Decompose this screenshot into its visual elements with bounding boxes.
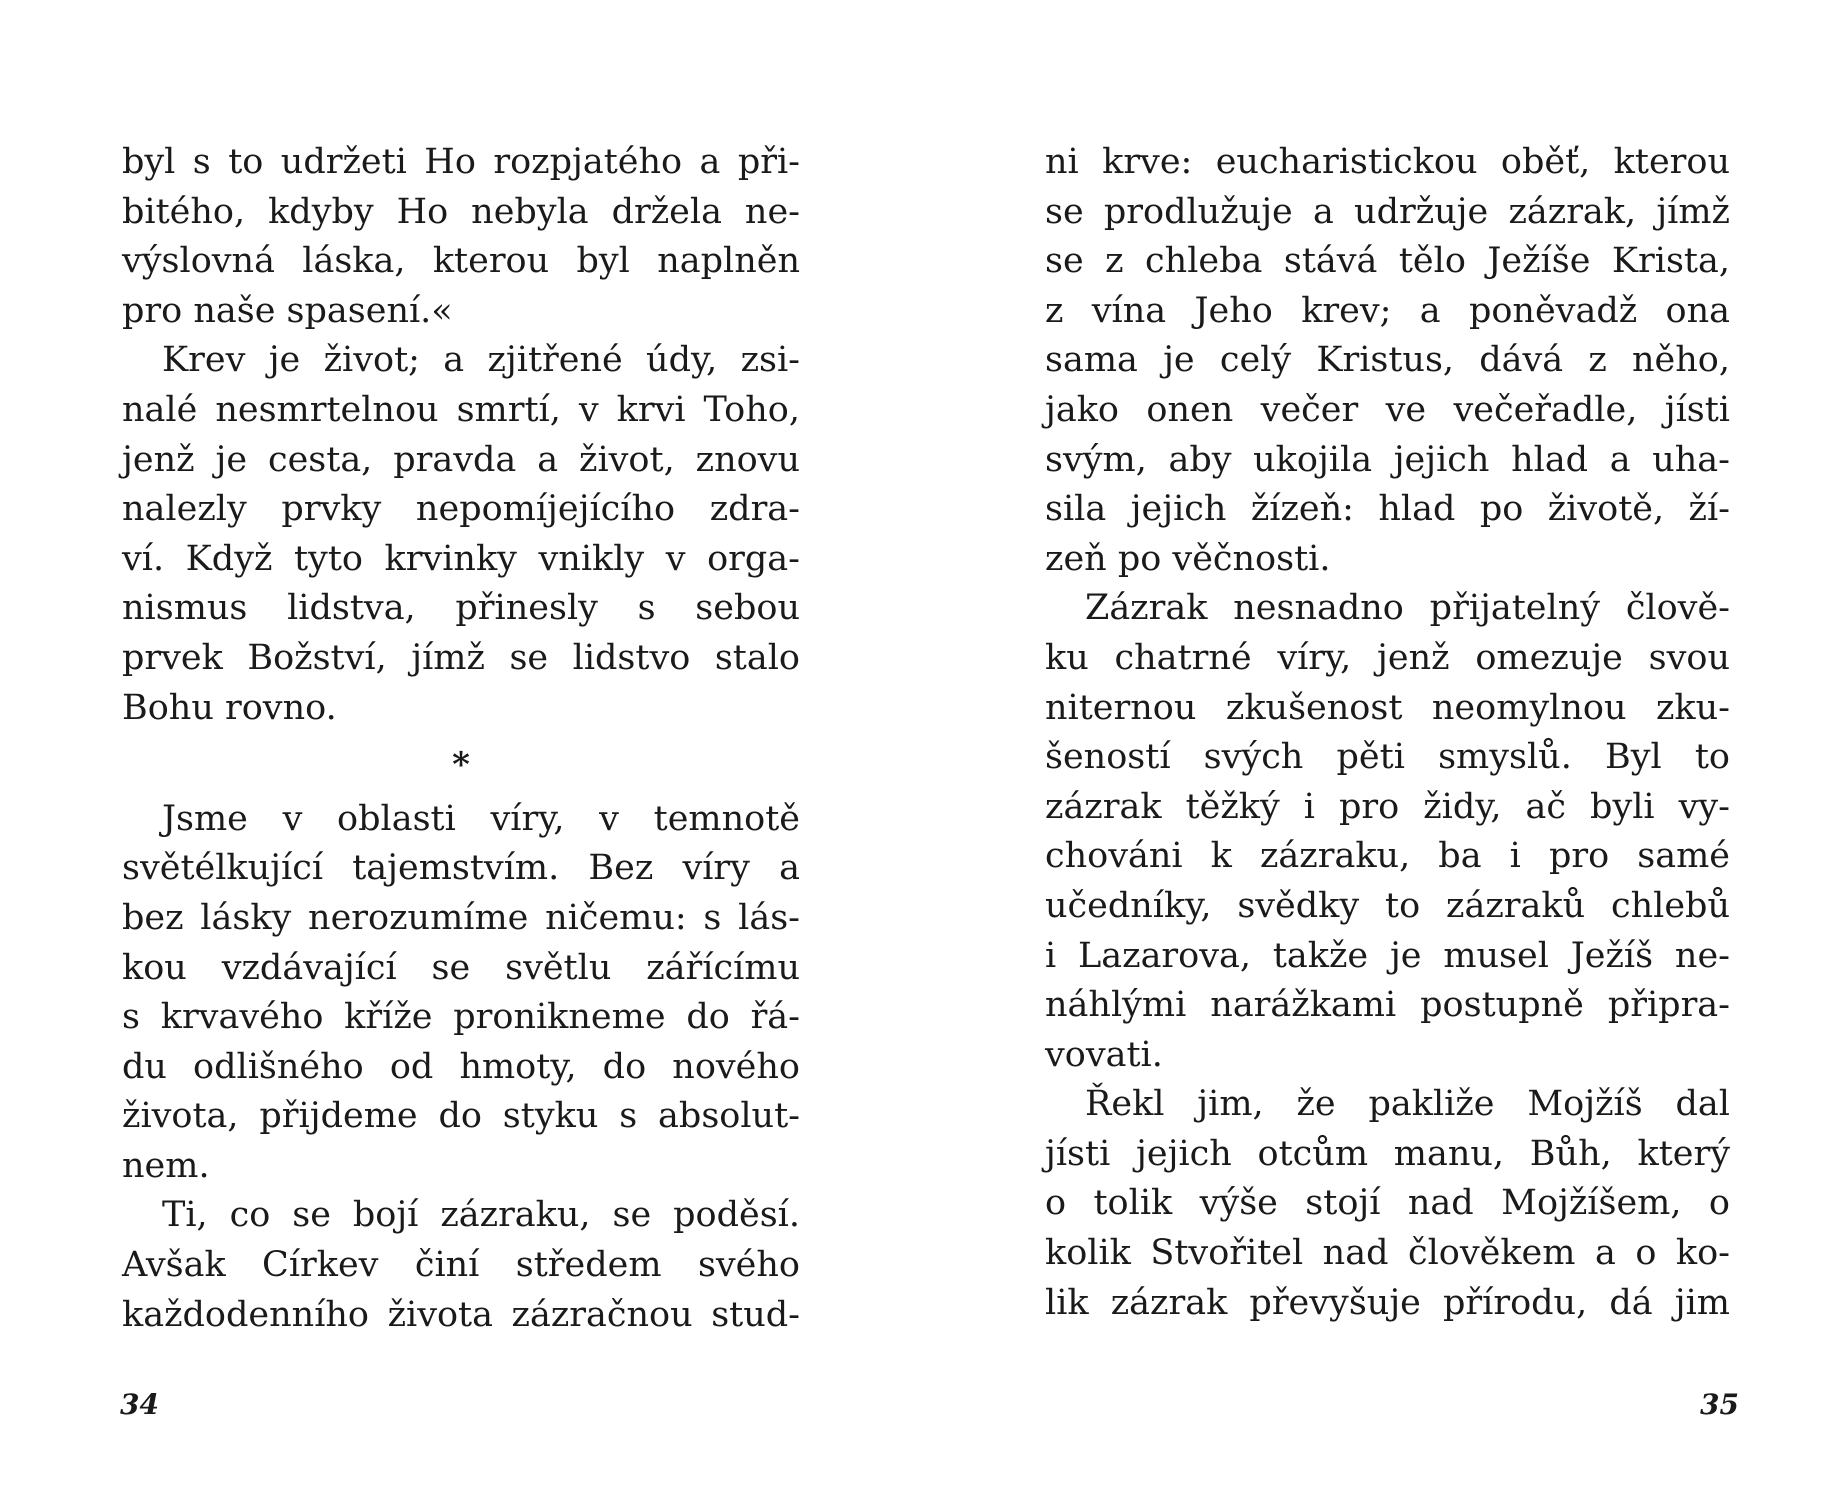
text-line: i Lazarova, takže je musel Ježíš ne- bbox=[1045, 935, 1730, 976]
left-page-text bbox=[122, 138, 800, 1340]
text-line: du odlišného od hmoty, do nového bbox=[122, 1046, 800, 1087]
text-line: každodenního života zázračnou stud- bbox=[122, 1294, 800, 1335]
page-number: 35 bbox=[1700, 1388, 1739, 1421]
text-line: z vína Jeho krev; a poněvadž ona bbox=[1045, 290, 1730, 331]
section-separator-asterisk: * bbox=[452, 745, 470, 786]
text-line: nem. bbox=[122, 1145, 210, 1186]
text-line: se z chleba stává tělo Ježíše Krista, bbox=[1045, 241, 1730, 282]
text-line: náhlými narážkami postupně připra- bbox=[1045, 985, 1730, 1026]
text-line: výslovná láska, kterou byl naplněn bbox=[122, 241, 800, 282]
right-page bbox=[914, 0, 1828, 1501]
text-line: sama je celý Kristus, dává z něho, bbox=[1045, 340, 1730, 381]
text-line: jísti jejich otcům manu, Bůh, který bbox=[1045, 1133, 1730, 1174]
text-line: nismus lidstva, přinesly s sebou bbox=[122, 588, 800, 629]
text-line: pro naše spasení.« bbox=[122, 290, 453, 331]
text-line: sila jejich žízeň: hlad po životě, ží- bbox=[1045, 489, 1730, 530]
text-line: jenž je cesta, pravda a život, znovu bbox=[122, 439, 800, 480]
text-line: zázrak těžký i pro židy, ač byli vy- bbox=[1045, 786, 1730, 827]
text-line: se prodlužuje a udržuje zázrak, jímž bbox=[1045, 191, 1730, 232]
text-line: šeností svých pěti smyslů. Byl to bbox=[1045, 737, 1730, 778]
text-line: zeň po věčnosti. bbox=[1045, 538, 1331, 579]
text-line: Bohu rovno. bbox=[122, 687, 337, 728]
text-line: s krvavého kříže pronikneme do řá- bbox=[122, 997, 800, 1038]
paragraph-start-line: Zázrak nesnadno přijatelný člově- bbox=[1085, 588, 1730, 629]
text-line: lik zázrak převyšuje přírodu, dá jim bbox=[1045, 1282, 1730, 1323]
text-line: prvek Božství, jímž se lidstvo stalo bbox=[122, 637, 800, 678]
text-line: jako onen večer ve večeřadle, jísti bbox=[1045, 389, 1730, 430]
page-number: 34 bbox=[120, 1388, 159, 1421]
text-line: bitého, kdyby Ho nebyla držela ne- bbox=[122, 191, 800, 232]
right-page-text bbox=[1045, 138, 1730, 1328]
text-line: Avšak Církev činí středem svého bbox=[122, 1245, 800, 1286]
text-line: o tolik výše stojí nad Mojžíšem, o bbox=[1045, 1183, 1730, 1224]
text-line: nalé nesmrtelnou smrtí, v krvi Toho, bbox=[122, 389, 800, 430]
text-line: byl s to udržeti Ho rozpjatého a při- bbox=[122, 142, 800, 182]
paragraph-start-line: Krev je život; a zjitřené údy, zsi- bbox=[162, 340, 800, 381]
paragraph-start-line: Jsme v oblasti víry, v temnotě bbox=[162, 798, 800, 839]
text-line: nalezly prvky nepomíjejícího zdra- bbox=[122, 489, 800, 530]
text-line: bez lásky nerozumíme ničemu: s lás- bbox=[122, 897, 800, 938]
text-line: učedníky, svědky to zázraků chlebů bbox=[1045, 885, 1730, 926]
text-line: vovati. bbox=[1045, 1034, 1163, 1075]
paragraph-start-line: Ti, co se bojí zázraku, se poděsí. bbox=[162, 1195, 800, 1236]
text-line: niternou zkušenost neomylnou zku- bbox=[1045, 687, 1730, 728]
text-line: kou vzdávající se světlu zářícímu bbox=[122, 947, 800, 988]
text-line: ni krve: eucharistickou oběť, kterou bbox=[1045, 142, 1730, 182]
paragraph-start-line: Řekl jim, že pakliže Mojžíš dal bbox=[1085, 1084, 1730, 1125]
text-line: života, přijdeme do styku s absolut- bbox=[122, 1096, 800, 1137]
text-line: ku chatrné víry, jenž omezuje svou bbox=[1045, 637, 1730, 678]
text-line: kolik Stvořitel nad člověkem a o ko- bbox=[1045, 1233, 1730, 1274]
text-line: světélkující tajemstvím. Bez víry a bbox=[122, 848, 800, 889]
text-line: chováni k zázraku, ba i pro samé bbox=[1045, 836, 1730, 877]
text-line: ví. Když tyto krvinky vnikly v orga- bbox=[122, 538, 800, 579]
text-line: svým, aby ukojila jejich hlad a uha- bbox=[1045, 439, 1730, 480]
